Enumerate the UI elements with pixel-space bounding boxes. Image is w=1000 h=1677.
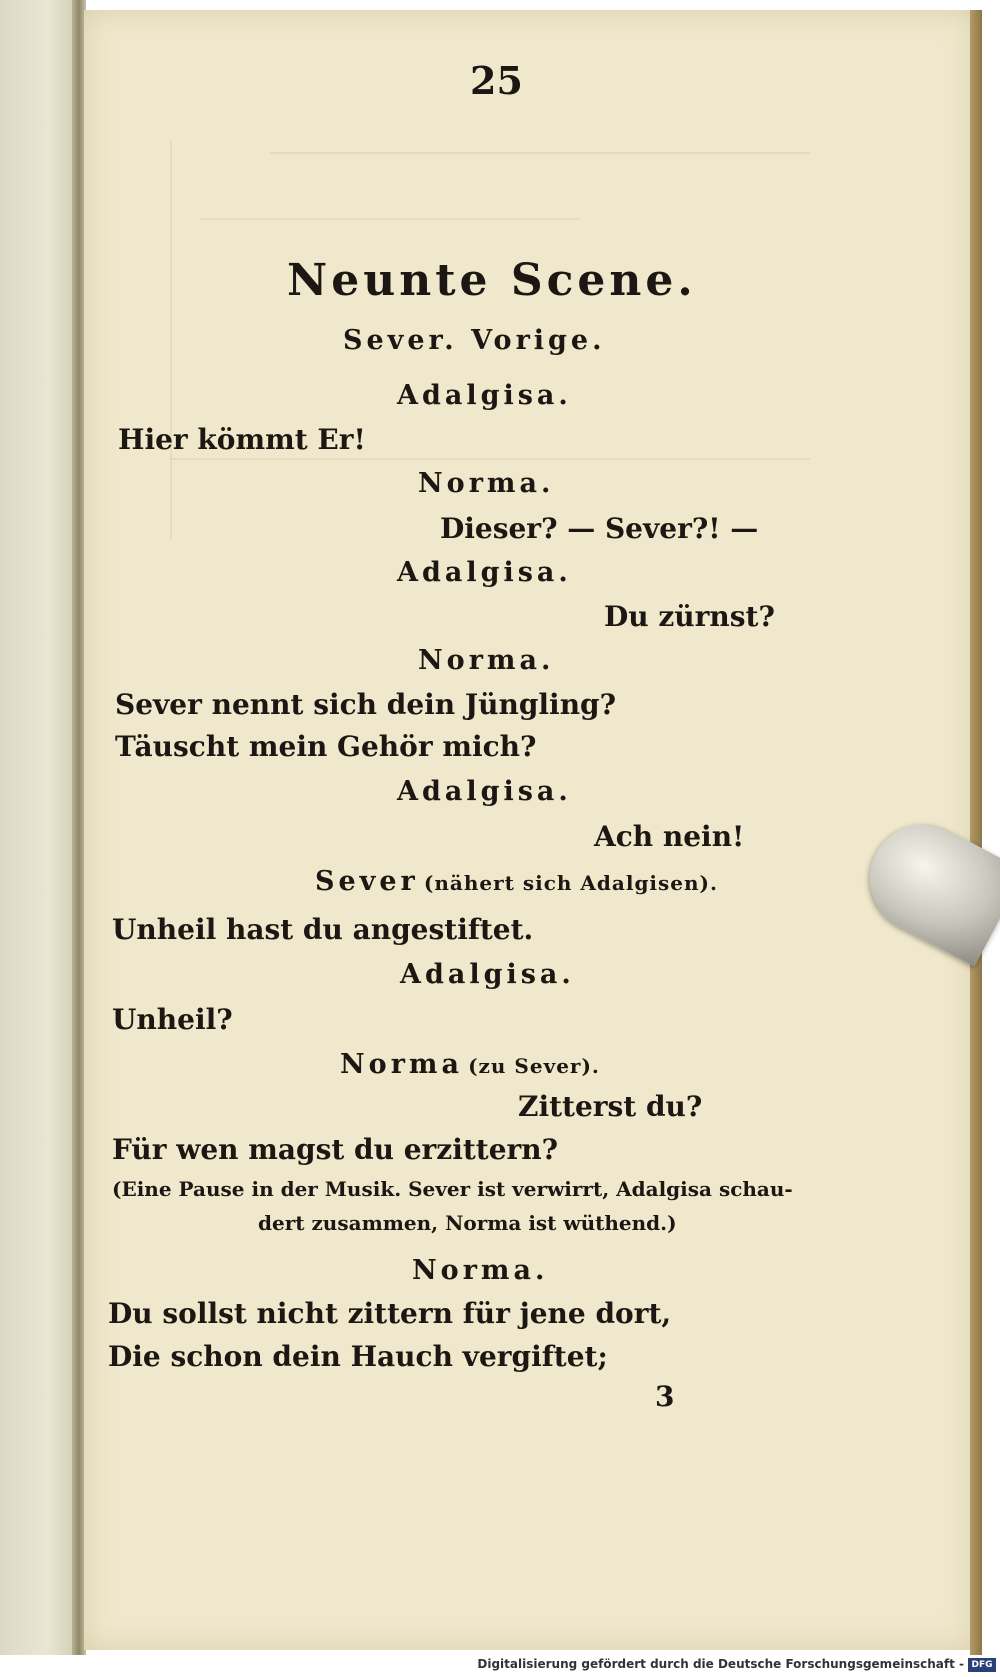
speaker-label: Norma. <box>412 1255 549 1286</box>
show-through-rule <box>170 140 173 540</box>
page-edge <box>970 10 982 1655</box>
verse-line: Sever nennt sich dein Jüngling? <box>115 688 617 721</box>
speaker-with-direction <box>315 866 718 897</box>
stage-direction: (zu Sever). <box>468 1054 600 1078</box>
speaker-label: Norma. <box>418 645 555 676</box>
cast-line: Sever. Vorige. <box>343 325 606 356</box>
verse-line: Ach nein! <box>594 820 745 853</box>
left-page-edge <box>0 0 80 1655</box>
stage-direction: dert zusammen, Norma ist wüthend.) <box>258 1211 677 1235</box>
verse-line: Unheil hast du angestiftet. <box>112 913 534 946</box>
stage-direction: (nähert sich Adalgisen). <box>423 871 718 895</box>
footer-credit: Digitalisierung gefördert durch die Deutsche Forschungsgemeinschaft - <box>477 1657 964 1671</box>
verse-line: Dieser? — Sever?! — <box>440 512 759 545</box>
verse-line: Du sollst nicht zittern für jene dort, <box>108 1297 672 1330</box>
speaker-label: Adalgisa. <box>400 959 575 990</box>
verse-line: Hier kömmt Er! <box>118 423 366 456</box>
speaker-with-direction <box>340 1049 600 1080</box>
dfg-logo-icon: DFG <box>968 1658 996 1672</box>
speaker-label: Sever <box>315 866 419 897</box>
verse-line: Du zürnst? <box>604 600 775 633</box>
scene-title: Neunte Scene. <box>287 255 697 306</box>
speaker-label: Adalgisa. <box>397 776 572 807</box>
show-through-line <box>200 200 580 220</box>
stage-direction: (Eine Pause in der Musik. Sever ist verwirrt, Adalgisa schau- <box>112 1177 793 1201</box>
verse-line: Die schon dein Hauch vergiftet; <box>108 1340 608 1373</box>
speaker-label: Norma. <box>418 468 555 499</box>
speaker-label: Norma <box>340 1049 463 1080</box>
speaker-label: Adalgisa. <box>397 557 572 588</box>
footer-bar <box>0 1655 1000 1677</box>
signature-mark: 3 <box>655 1380 675 1413</box>
verse-line: Unheil? <box>112 1003 233 1036</box>
page-number: 25 <box>470 58 523 103</box>
speaker-label: Adalgisa. <box>397 380 572 411</box>
verse-line: Für wen magst du erzittern? <box>112 1133 559 1166</box>
verse-line: Zitterst du? <box>518 1090 703 1123</box>
show-through-line <box>270 130 810 154</box>
verse-line: Täuscht mein Gehör mich? <box>115 730 537 763</box>
